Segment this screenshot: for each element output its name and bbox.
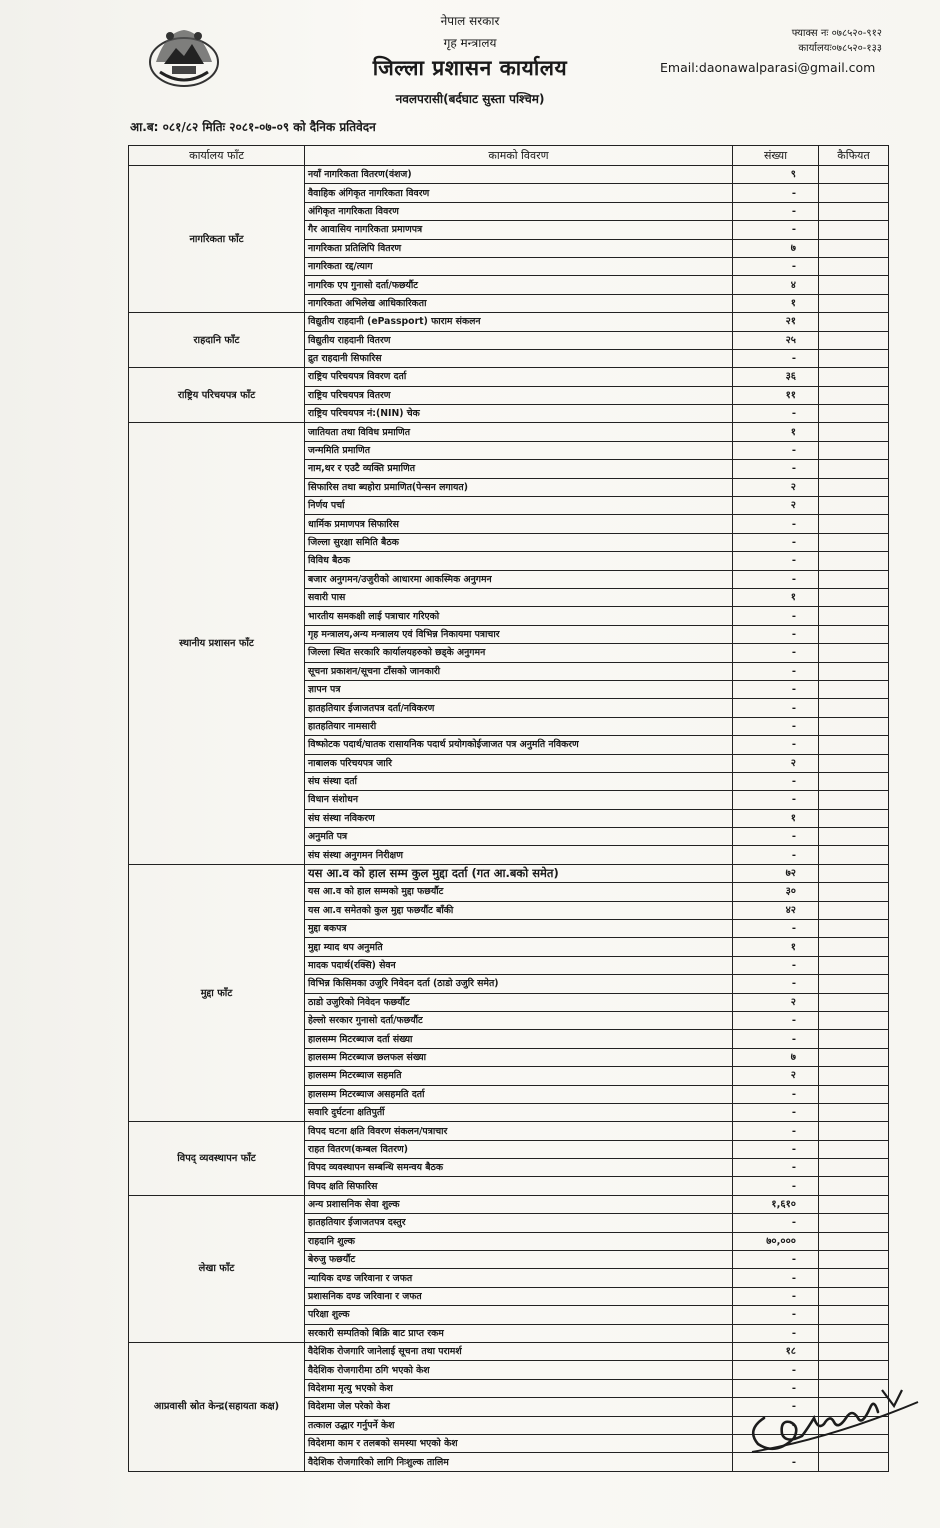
work-description: संघ संस्था दर्ता (305, 772, 733, 790)
work-description: नाम,थर र एउटै व्यक्ति प्रमाणित (305, 460, 733, 478)
work-description: विद्युतीय राहदानी (ePassport) फाराम संकलन (305, 313, 733, 331)
count-cell: - (733, 1434, 819, 1452)
count-cell: - (733, 846, 819, 864)
work-description: यस आ.व को हाल सम्म कुल मुद्दा दर्ता (गत आ.बको समेत) (305, 864, 733, 882)
remarks-cell (819, 497, 889, 515)
remarks-cell (819, 828, 889, 846)
count-cell: - (733, 1122, 819, 1140)
work-description: बजार अनुगमन/उजुरीको आधारमा आकस्मिक अनुगमन (305, 570, 733, 588)
remarks-cell (819, 1324, 889, 1342)
count-cell: - (733, 349, 819, 367)
remarks-cell (819, 993, 889, 1011)
count-cell: १ (733, 294, 819, 312)
work-description: हालसम्म मिटरब्याज छलफल संख्या (305, 1048, 733, 1066)
remarks-cell (819, 257, 889, 275)
work-description: नागरिकता अभिलेख आधिकारिकता (305, 294, 733, 312)
work-description: हातहतियार नामसारी (305, 717, 733, 735)
count-cell: - (733, 515, 819, 533)
work-description: राष्ट्रिय परिचयपत्र वितरण (305, 386, 733, 404)
work-description: हातहतियार ईजाजतपत्र दस्तुर (305, 1214, 733, 1232)
section-name: आप्रवासी स्रोत केन्द्र(सहायता कक्ष) (129, 1343, 305, 1472)
work-description: जिल्ला सुरक्षा समिति बैठक (305, 533, 733, 551)
count-cell: - (733, 552, 819, 570)
remarks-cell (819, 1251, 889, 1269)
table-row (129, 368, 889, 386)
section-name: मुद्दा फाँट (129, 864, 305, 1121)
section-name: विपद् व्यवस्थापन फाँट (129, 1122, 305, 1196)
work-description: सिफारिस तथा ब्यहोरा प्रमाणित(पेन्सन लगायत) (305, 478, 733, 496)
remarks-cell (819, 1159, 889, 1177)
work-description: वैवाहिक अंगिकृत नागरिकता विवरण (305, 184, 733, 202)
remarks-cell (819, 938, 889, 956)
work-description: यस आ.व समेतको कुल मुद्दा फछर्यौट बाँकी (305, 901, 733, 919)
count-cell: १८ (733, 1343, 819, 1361)
column-header: कैफियत (819, 146, 889, 166)
remarks-cell (819, 552, 889, 570)
count-cell: - (733, 460, 819, 478)
remarks-cell (819, 680, 889, 698)
count-cell: - (733, 533, 819, 551)
work-description: विद्युतीय राहदानी वितरण (305, 331, 733, 349)
table-row (129, 313, 889, 331)
count-cell: - (733, 1416, 819, 1434)
table-row (129, 1122, 889, 1140)
work-description: विधान संशोधन (305, 791, 733, 809)
remarks-cell (819, 809, 889, 827)
table-header-row (129, 146, 889, 166)
count-cell: - (733, 1306, 819, 1324)
work-description: बेरुजु फछर्यौट (305, 1251, 733, 1269)
count-cell: - (733, 662, 819, 680)
count-cell: १ (733, 423, 819, 441)
work-description: हालसम्म मिटरब्याज सहमति (305, 1067, 733, 1085)
count-cell: - (733, 828, 819, 846)
count-cell: - (733, 441, 819, 459)
count-cell: - (733, 1324, 819, 1342)
remarks-cell (819, 276, 889, 294)
count-cell: २ (733, 497, 819, 515)
remarks-cell (819, 423, 889, 441)
remarks-cell (819, 386, 889, 404)
count-cell: - (733, 1379, 819, 1397)
section-name: राष्ट्रिय परिचयपत्र फाँट (129, 368, 305, 423)
remarks-cell (819, 202, 889, 220)
count-cell: - (733, 644, 819, 662)
count-cell: ४ (733, 276, 819, 294)
section-name: नागरिकता फाँट (129, 166, 305, 313)
count-cell: - (733, 607, 819, 625)
work-description: तत्काल उद्धार गर्नुपर्ने केश (305, 1416, 733, 1434)
section-name: राहदानि फाँट (129, 313, 305, 368)
work-description: विपद घटना क्षति विवरण संकलन/पत्राचार (305, 1122, 733, 1140)
remarks-cell (819, 460, 889, 478)
count-cell: ९ (733, 166, 819, 184)
count-cell: १ (733, 809, 819, 827)
count-cell: २ (733, 1067, 819, 1085)
count-cell: - (733, 920, 819, 938)
table-row (129, 1343, 889, 1361)
work-description: विदेशमा मृत्यु भएको केश (305, 1379, 733, 1397)
count-cell: - (733, 1287, 819, 1305)
count-cell: - (733, 257, 819, 275)
work-description: नयाँ नागरिकता वितरण(वंशज) (305, 166, 733, 184)
remarks-cell (819, 975, 889, 993)
work-description: वैदेशिक रोजगारि जानेलाई सूचना तथा परामर्श (305, 1343, 733, 1361)
count-cell: - (733, 791, 819, 809)
work-description: राष्ट्रिय परिचयपत्र नं:(NIN) चेक (305, 405, 733, 423)
count-cell: ३० (733, 883, 819, 901)
work-description: मुद्दा म्याद थप अनुमति (305, 938, 733, 956)
work-description: वैदेशिक रोजगारीमा ठगि भएको केश (305, 1361, 733, 1379)
remarks-cell (819, 956, 889, 974)
count-cell: २ (733, 754, 819, 772)
count-cell: १,६१० (733, 1195, 819, 1213)
remarks-cell (819, 754, 889, 772)
count-cell: - (733, 1177, 819, 1195)
work-description: हातहतियार ईजाजतपत्र दर्ता/नविकरण (305, 699, 733, 717)
remarks-cell (819, 846, 889, 864)
table-row (129, 864, 889, 882)
work-description: नाबालक परिचयपत्र जारि (305, 754, 733, 772)
remarks-cell (819, 883, 889, 901)
remarks-cell (819, 405, 889, 423)
count-cell: - (733, 1214, 819, 1232)
work-description: अन्य प्रशासनिक सेवा शुल्क (305, 1195, 733, 1213)
remarks-cell (819, 1011, 889, 1029)
count-cell: - (733, 625, 819, 643)
count-cell: - (733, 1251, 819, 1269)
count-cell: २ (733, 478, 819, 496)
office-location: नवलपरासी(बर्दघाट सुस्ता पश्चिम) (395, 92, 545, 106)
work-description: नागरिकता रद्द/त्याग (305, 257, 733, 275)
count-cell: - (733, 405, 819, 423)
remarks-cell (819, 644, 889, 662)
govt-line: नेपाल सरकार (440, 14, 500, 28)
remarks-cell (819, 313, 889, 331)
remarks-cell (819, 1343, 889, 1361)
table-row (129, 1195, 889, 1213)
column-header: संख्या (733, 146, 819, 166)
work-description: भारतीय समकक्षी लाई पत्राचार गरिएको (305, 607, 733, 625)
count-cell: २५ (733, 331, 819, 349)
work-description: गृह मन्त्रालय,अन्य मन्त्रालय एवं विभिन्न निकायमा पत्राचार (305, 625, 733, 643)
table-body (129, 166, 889, 1472)
work-description: विपद क्षति सिफारिस (305, 1177, 733, 1195)
remarks-cell (819, 1103, 889, 1121)
count-cell: - (733, 1140, 819, 1158)
remarks-cell (819, 588, 889, 606)
count-cell: ११ (733, 386, 819, 404)
work-description: धार्मिक प्रमाणपत्र सिफारिस (305, 515, 733, 533)
remarks-cell (819, 717, 889, 735)
table-row (129, 423, 889, 441)
count-cell: - (733, 699, 819, 717)
work-description: मादक पदार्थ(रक्सि) सेवन (305, 956, 733, 974)
work-description: संघ संस्था नविकरण (305, 809, 733, 827)
remarks-cell (819, 1048, 889, 1066)
remarks-cell (819, 294, 889, 312)
remarks-cell (819, 166, 889, 184)
work-description: हेल्लो सरकार गुनासो दर्ता/फछर्यौट (305, 1011, 733, 1029)
work-description: राहदानि शुल्क (305, 1232, 733, 1250)
contact-block (792, 26, 882, 56)
work-description: मुद्दा बकपत्र (305, 920, 733, 938)
count-cell: - (733, 1011, 819, 1029)
work-description: ठाडो उजुरिको निवेदन फछर्यौट (305, 993, 733, 1011)
column-header: कामको विवरण (305, 146, 733, 166)
remarks-cell (819, 791, 889, 809)
work-description: विदेशमा काम र तलबको समस्या भएको केश (305, 1434, 733, 1452)
count-cell: - (733, 1398, 819, 1416)
count-cell: ७२ (733, 864, 819, 882)
remarks-cell (819, 1287, 889, 1305)
work-description: विपद व्यवस्थापन सम्बन्धि समन्वय बैठक (305, 1159, 733, 1177)
remarks-cell (819, 1269, 889, 1287)
remarks-cell (819, 1306, 889, 1324)
remarks-cell (819, 515, 889, 533)
section-name: लेखा फाँट (129, 1195, 305, 1342)
remarks-cell (819, 1214, 889, 1232)
work-description: निर्णय पर्चा (305, 497, 733, 515)
count-cell: १ (733, 938, 819, 956)
ministry-line: गृह मन्त्रालय (443, 36, 497, 50)
work-description: विष्फोटक पदार्थ/घातक रासायनिक पदार्थ प्रयोगकोईजाजत पत्र अनुमति नविकरण (305, 736, 733, 754)
remarks-cell (819, 221, 889, 239)
count-cell: ३६ (733, 368, 819, 386)
work-description: नागरिकता प्रतिलिपि वितरण (305, 239, 733, 257)
report-title: आ.ब: ०८१/८२ मितिः २०८१-०७-०९ को दैनिक प्रतिवेदन (130, 120, 376, 134)
work-description: सरकारी सम्पतिको बिक्रि बाट प्राप्त रकम (305, 1324, 733, 1342)
work-description: विभिन्न किसिमका उजुरि निवेदन दर्ता (ठाडो उजुरि समेत) (305, 975, 733, 993)
work-description: जन्ममिति प्रमाणित (305, 441, 733, 459)
count-cell: - (733, 1361, 819, 1379)
count-cell: - (733, 202, 819, 220)
work-description: न्यायिक दण्ड जरिवाना र जफत (305, 1269, 733, 1287)
count-cell: ७०,००० (733, 1232, 819, 1250)
remarks-cell (819, 349, 889, 367)
count-cell: - (733, 717, 819, 735)
remarks-cell (819, 1030, 889, 1048)
remarks-cell (819, 1067, 889, 1085)
count-cell: - (733, 680, 819, 698)
work-description: ज्ञापन पत्र (305, 680, 733, 698)
count-cell: - (733, 570, 819, 588)
count-cell: - (733, 956, 819, 974)
count-cell: - (733, 975, 819, 993)
count-cell: ७ (733, 239, 819, 257)
count-cell: - (733, 1085, 819, 1103)
work-description: हालसम्म मिटरब्याज दर्ता संख्या (305, 1030, 733, 1048)
remarks-cell (819, 607, 889, 625)
work-description: नागरिक एप गुनासो दर्ता/फछर्यौट (305, 276, 733, 294)
work-description: विदेशमा जेल परेको केश (305, 1398, 733, 1416)
fax-number: फ्याक्स नः ०७८५२०-९१२ (791, 28, 882, 39)
count-cell: ७ (733, 1048, 819, 1066)
remarks-cell (819, 441, 889, 459)
remarks-cell (819, 368, 889, 386)
remarks-cell (819, 533, 889, 551)
count-cell: १ (733, 588, 819, 606)
count-cell: - (733, 184, 819, 202)
work-description: सवारी पास (305, 588, 733, 606)
work-description: परिक्षा शुल्क (305, 1306, 733, 1324)
table-row (129, 166, 889, 184)
remarks-cell (819, 662, 889, 680)
work-description: अंगिकृत नागरिकता विवरण (305, 202, 733, 220)
count-cell: - (733, 736, 819, 754)
remarks-cell (819, 901, 889, 919)
remarks-cell (819, 1140, 889, 1158)
work-description: यस आ.व को हाल सम्मको मुद्दा फछर्यौट (305, 883, 733, 901)
count-cell: - (733, 1269, 819, 1287)
remarks-cell (819, 184, 889, 202)
work-description: गैर आवासिय नागरिकता प्रमाणपत्र (305, 221, 733, 239)
daily-report-table (128, 145, 889, 1472)
work-description: जिल्ला स्थित सरकारि कार्यालयहरुको छड्के अनुगमन (305, 644, 733, 662)
count-cell: - (733, 1030, 819, 1048)
remarks-cell (819, 699, 889, 717)
remarks-cell (819, 331, 889, 349)
count-cell: २ (733, 993, 819, 1011)
email-address: Email:daonawalparasi@gmail.com (660, 60, 876, 75)
remarks-cell (819, 570, 889, 588)
work-description: द्रुत राहदानी सिफारिस (305, 349, 733, 367)
remarks-cell (819, 1085, 889, 1103)
count-cell: - (733, 1103, 819, 1121)
remarks-cell (819, 625, 889, 643)
remarks-cell (819, 772, 889, 790)
work-description: सवारि दुर्घटना क्षतिपुर्ती (305, 1103, 733, 1121)
remarks-cell (819, 920, 889, 938)
phone-number: कार्यालयः०७८५२०-१३३ (798, 43, 882, 54)
work-description: जातियता तथा विविध प्रमाणित (305, 423, 733, 441)
count-cell: - (733, 1453, 819, 1471)
work-description: वैदेशिक रोजगारिको लागि निःशुल्क तालिम (305, 1453, 733, 1471)
count-cell: - (733, 221, 819, 239)
remarks-cell (819, 864, 889, 882)
remarks-cell (819, 1232, 889, 1250)
work-description: संघ संस्था अनुगमन निरीक्षण (305, 846, 733, 864)
section-name: स्थानीय प्रशासन फाँट (129, 423, 305, 864)
remarks-cell (819, 478, 889, 496)
remarks-cell (819, 1195, 889, 1213)
work-description: सूचना प्रकाशन/सूचना टाँसको जानकारी (305, 662, 733, 680)
work-description: हालसम्म मिटरब्याज असहमति दर्ता (305, 1085, 733, 1103)
remarks-cell (819, 736, 889, 754)
work-description: राहत वितरण(कम्बल वितरण) (305, 1140, 733, 1158)
work-description: अनुमति पत्र (305, 828, 733, 846)
count-cell: - (733, 772, 819, 790)
remarks-cell (819, 1122, 889, 1140)
office-title: जिल्ला प्रशासन कार्यालय (372, 56, 568, 80)
remarks-cell (819, 1177, 889, 1195)
work-description: प्रशासनिक दण्ड जरिवाना र जफत (305, 1287, 733, 1305)
count-cell: - (733, 1159, 819, 1177)
work-description: विविध बैठक (305, 552, 733, 570)
count-cell: २१ (733, 313, 819, 331)
count-cell: ४२ (733, 901, 819, 919)
column-header: कार्यालय फाँट (129, 146, 305, 166)
signature (742, 1378, 922, 1468)
work-description: राष्ट्रिय परिचयपत्र विवरण दर्ता (305, 368, 733, 386)
remarks-cell (819, 1361, 889, 1379)
remarks-cell (819, 239, 889, 257)
